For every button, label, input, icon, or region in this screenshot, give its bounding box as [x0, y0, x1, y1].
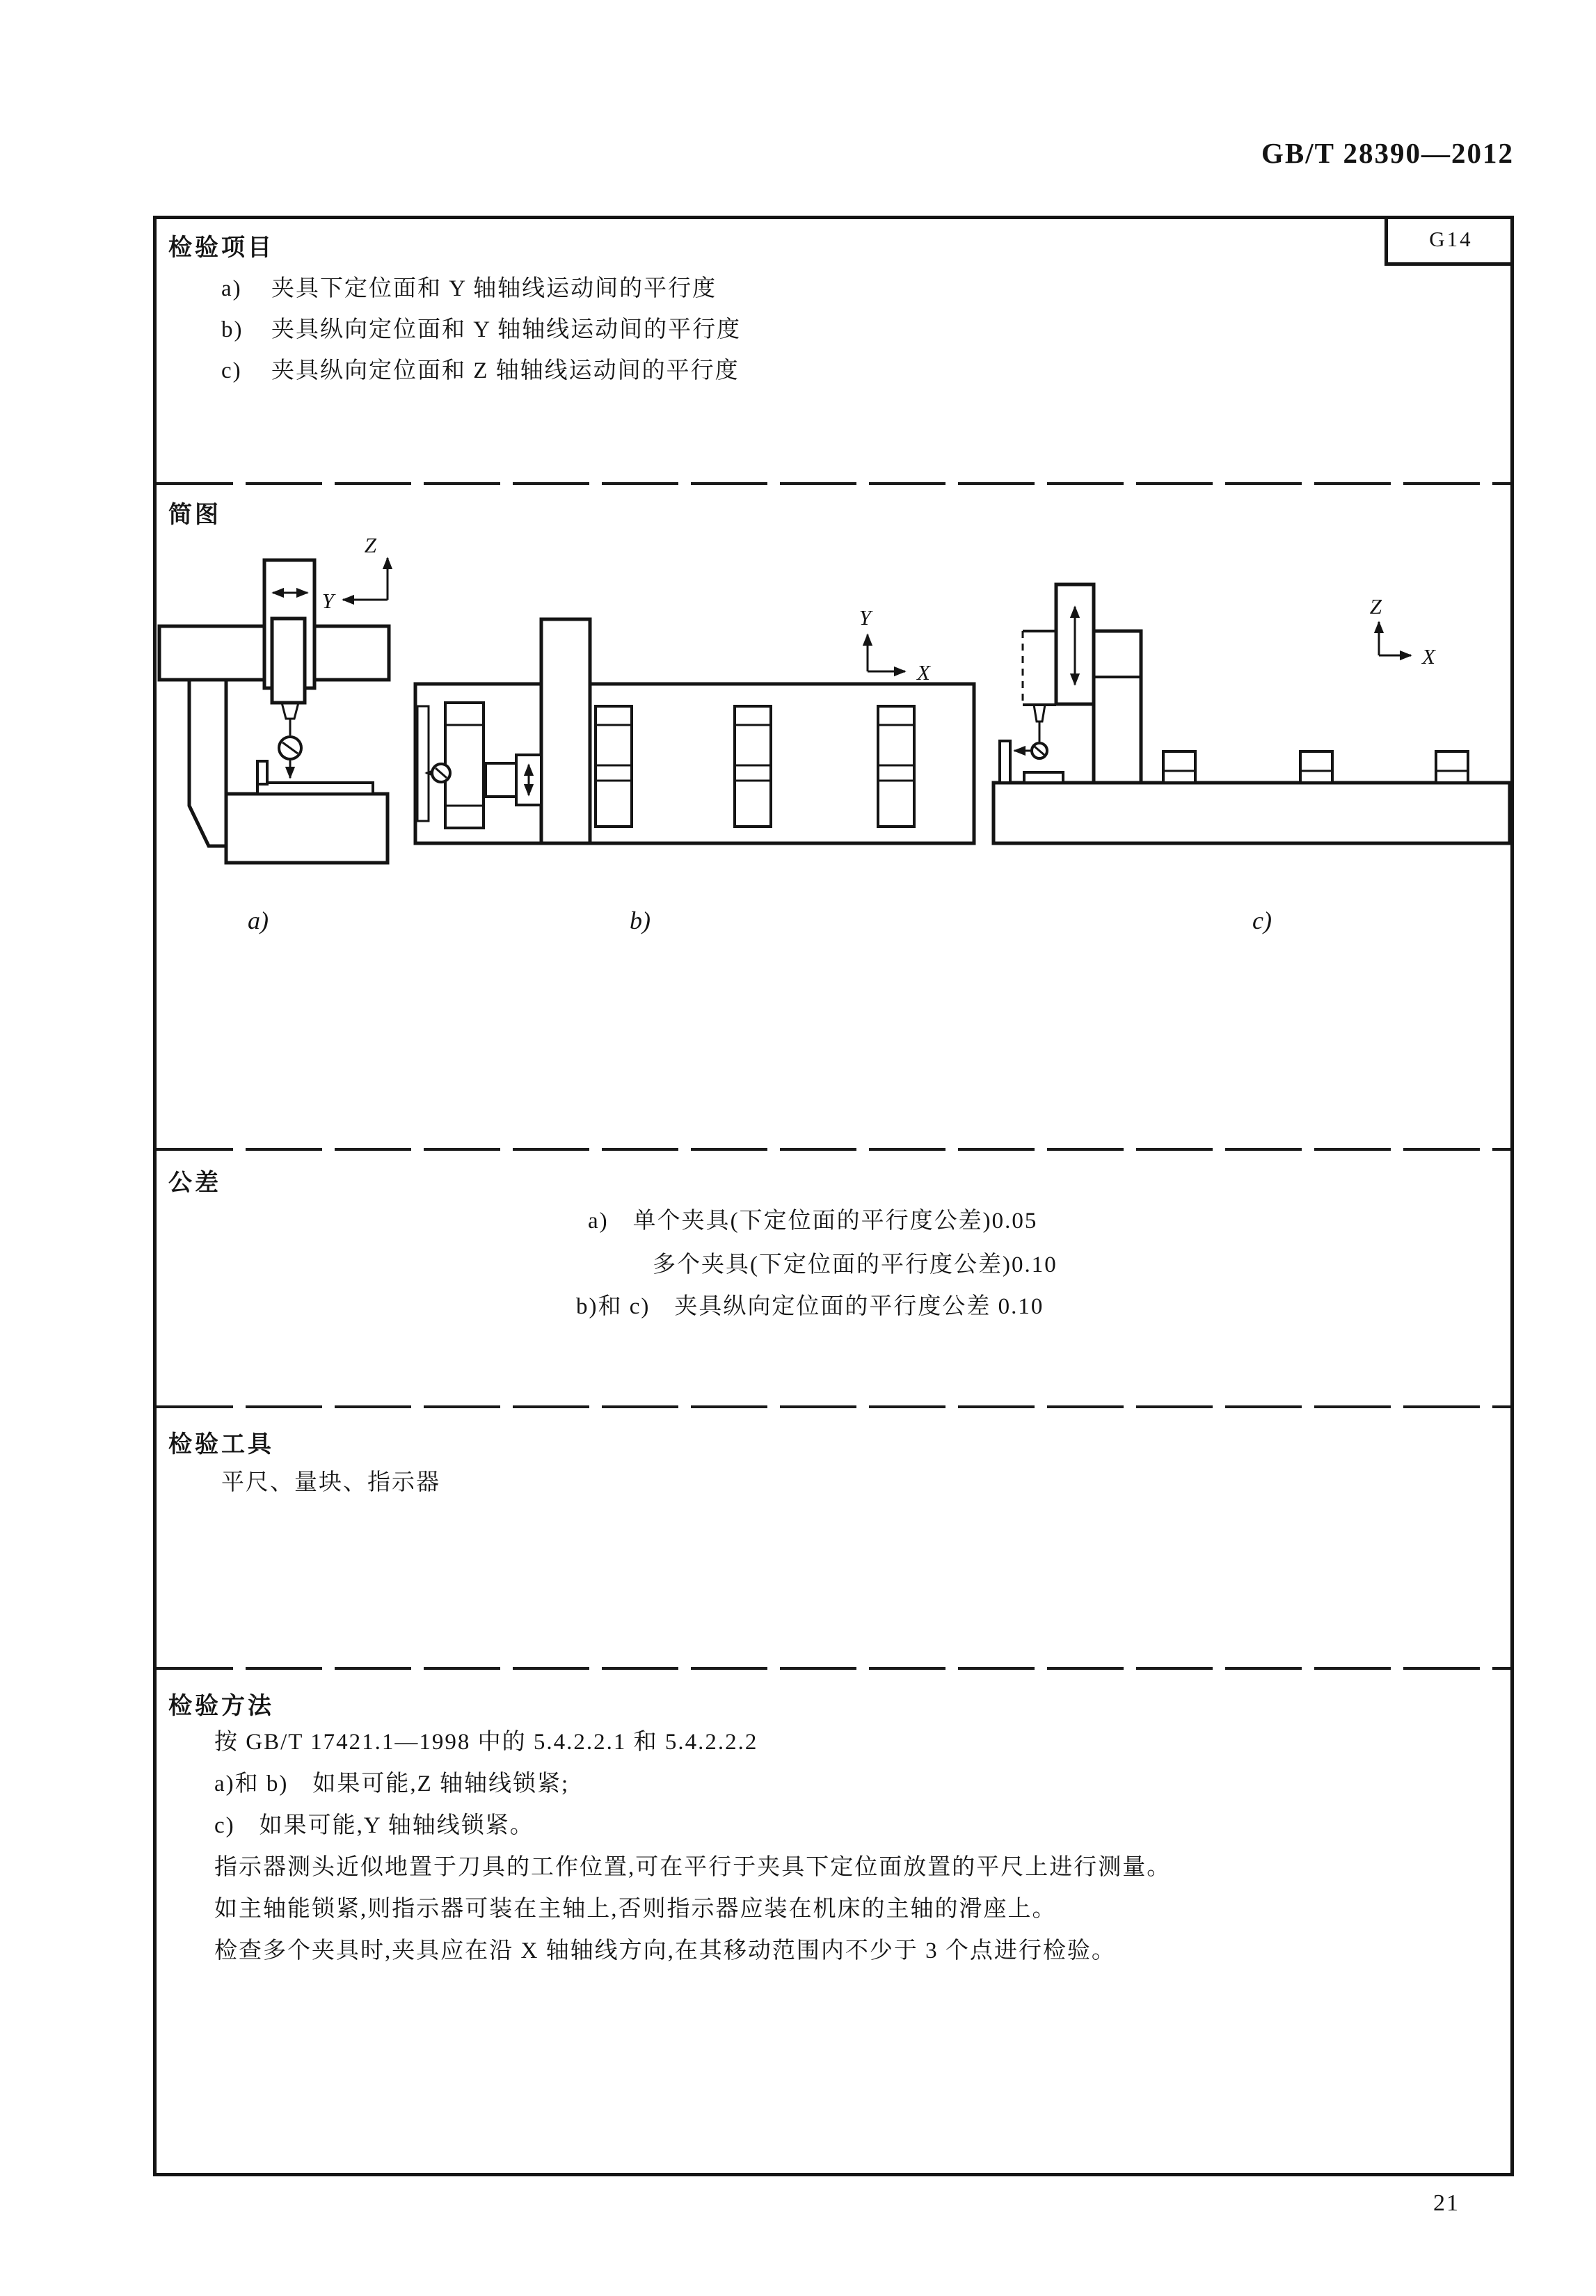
item-row: [221, 270, 717, 303]
tolerance-line: b)和 c) 夹具纵向定位面的平行度公差 0.10: [576, 1294, 1044, 1319]
straightedge-b: [417, 706, 429, 821]
axis-label-z-c: Z: [1369, 594, 1382, 619]
pallet-station-b: [878, 706, 914, 827]
spindle-a: [272, 619, 305, 703]
spindle-head-c: [1023, 631, 1056, 705]
method-line: c) 如果可能,Y 轴轴线锁紧。: [214, 1813, 534, 1838]
section-title-method: 检验方法: [168, 1693, 274, 1719]
method-line: 指示器测头近似地置于刀具的工作位置,可在平行于夹具下定位面放置的平尺上进行测量。: [214, 1855, 1172, 1880]
tools-text: 平尺、量块、指示器: [221, 1470, 440, 1495]
axis-label-y-a: Y: [321, 589, 334, 613]
section-title-tolerance: 公差: [168, 1170, 221, 1196]
column-strip-b: [541, 619, 590, 843]
machine-column-a: [189, 680, 226, 846]
diagram-a: [159, 533, 389, 863]
carriage-block-b: [486, 763, 516, 797]
pallet-station-b: [596, 706, 632, 827]
item-key: c): [221, 358, 242, 383]
tolerance-line: a) 单个夹具(下定位面的平行度公差)0.05: [588, 1209, 1038, 1234]
method-line: a)和 b) 如果可能,Z 轴轴线锁紧;: [214, 1771, 570, 1796]
item-text: 夹具下定位面和 Y 轴轴线运动间的平行度: [271, 276, 717, 301]
fixture-b: [445, 703, 484, 828]
machine-column-c: [1094, 631, 1141, 783]
section-title-items: 检验项目: [168, 235, 274, 261]
tool-c: [1034, 705, 1045, 722]
tolerance-line: 多个夹具(下定位面的平行度公差)0.10: [653, 1252, 1058, 1277]
fixture-tab-a: [257, 761, 267, 784]
fixture-block-c: [1436, 751, 1468, 783]
pallet-station-b: [735, 706, 771, 827]
machine-diagrams: [153, 487, 1514, 939]
item-key: a): [221, 276, 242, 301]
axis-label-x-c: X: [1422, 644, 1435, 669]
diagram-b: [415, 605, 974, 843]
fixture-block-c: [1163, 751, 1195, 783]
axis-label-x-b: X: [917, 660, 930, 685]
item-row: [221, 352, 740, 385]
page-number: 21: [1433, 2190, 1460, 2216]
diagram-sublabel-b: b): [630, 907, 651, 934]
section-title-tools: 检验工具: [168, 1432, 274, 1458]
method-line: 按 GB/T 17421.1—1998 中的 5.4.2.2.1 和 5.4.2.2.2: [214, 1730, 758, 1755]
standard-number-header: GB/T 28390—2012: [1261, 137, 1514, 169]
item-row: [221, 311, 741, 344]
method-line: 如主轴能锁紧,则指示器可装在主轴上,否则指示器应装在机床的主轴的滑座上。: [214, 1897, 1057, 1922]
section-divider: [157, 1667, 1510, 1670]
tool-a: [282, 703, 298, 719]
method-line: 检查多个夹具时,夹具应在沿 X 轴轴线方向,在其移动范围内不少于 3 个点进行检验。: [214, 1938, 1116, 1963]
section-divider: [157, 1148, 1510, 1151]
section-divider: [157, 482, 1510, 485]
base-a: [226, 794, 388, 863]
angle-plate-c: [1000, 741, 1010, 783]
axis-label-y-b: Y: [859, 605, 871, 630]
diagram-sublabel-a: a): [248, 907, 269, 934]
base-c: [993, 783, 1510, 843]
fixture-plate-a: [257, 783, 373, 794]
axis-label-z-a: Z: [364, 533, 376, 557]
item-text: 夹具纵向定位面和 Z 轴轴线运动间的平行度: [271, 358, 740, 383]
diagram-sublabel-c: c): [1252, 907, 1272, 934]
diagram-c: [993, 584, 1510, 843]
section-title-diagram: 简图: [168, 502, 221, 528]
item-text: 夹具纵向定位面和 Y 轴轴线运动间的平行度: [271, 317, 742, 342]
step-block-c: [1024, 772, 1063, 783]
section-divider: [157, 1405, 1510, 1408]
item-key: b): [221, 317, 244, 342]
test-code-box: G14: [1384, 216, 1514, 266]
fixture-block-c: [1300, 751, 1332, 783]
